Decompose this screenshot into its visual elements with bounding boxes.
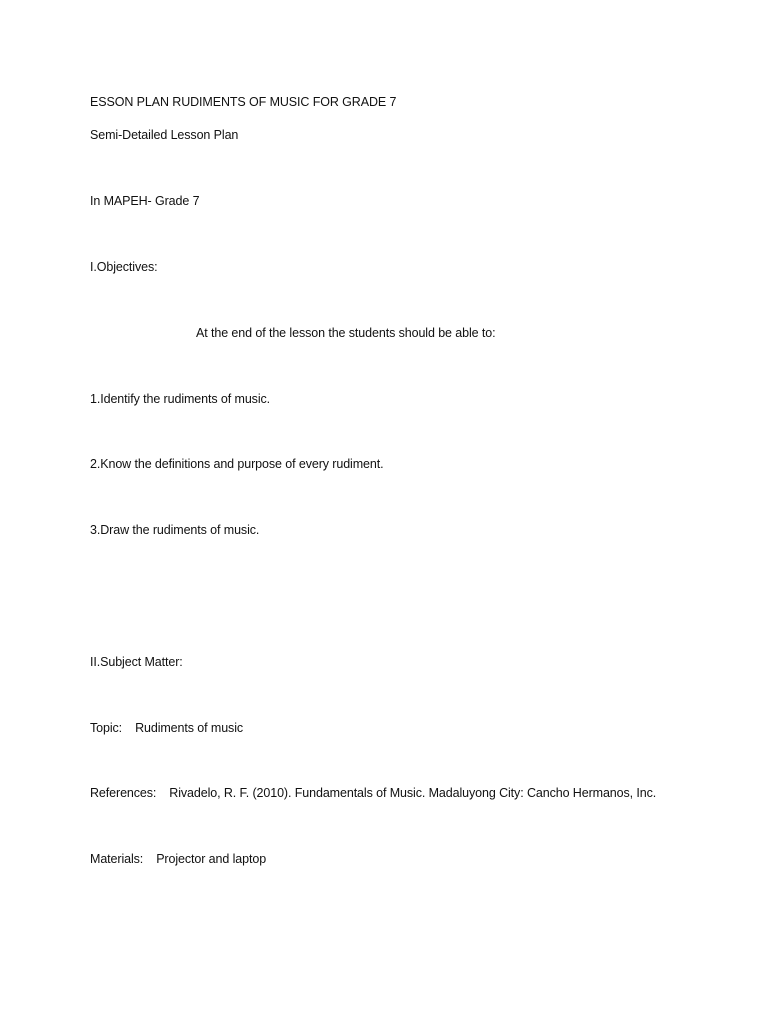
objective-item-2: 2.Know the definitions and purpose of every rudiment. xyxy=(90,457,384,471)
objectives-heading: I.Objectives: xyxy=(90,260,158,274)
references-line xyxy=(90,785,656,801)
subject-line: In MAPEH- Grade 7 xyxy=(90,194,200,208)
document-subtitle: Semi-Detailed Lesson Plan xyxy=(90,128,239,142)
materials-line xyxy=(90,851,266,867)
subject-matter-heading: II.Subject Matter: xyxy=(90,655,183,669)
references-label: References: xyxy=(90,786,157,800)
document-title: ESSON PLAN RUDIMENTS OF MUSIC FOR GRADE 7 xyxy=(90,95,397,109)
topic-line xyxy=(90,720,243,736)
topic-value: Rudiments of music xyxy=(135,721,244,735)
materials-value: Projector and laptop xyxy=(156,852,267,866)
objectives-intro: At the end of the lesson the students should be able to: xyxy=(196,326,496,340)
materials-label: Materials: xyxy=(90,852,144,866)
objective-item-3: 3.Draw the rudiments of music. xyxy=(90,523,260,537)
references-value: Rivadelo, R. F. (2010). Fundamentals of Music. Madaluyong City: Cancho Hermanos, Inc. xyxy=(169,786,657,800)
topic-label: Topic: xyxy=(90,721,123,735)
objective-item-1: 1.Identify the rudiments of music. xyxy=(90,392,271,406)
